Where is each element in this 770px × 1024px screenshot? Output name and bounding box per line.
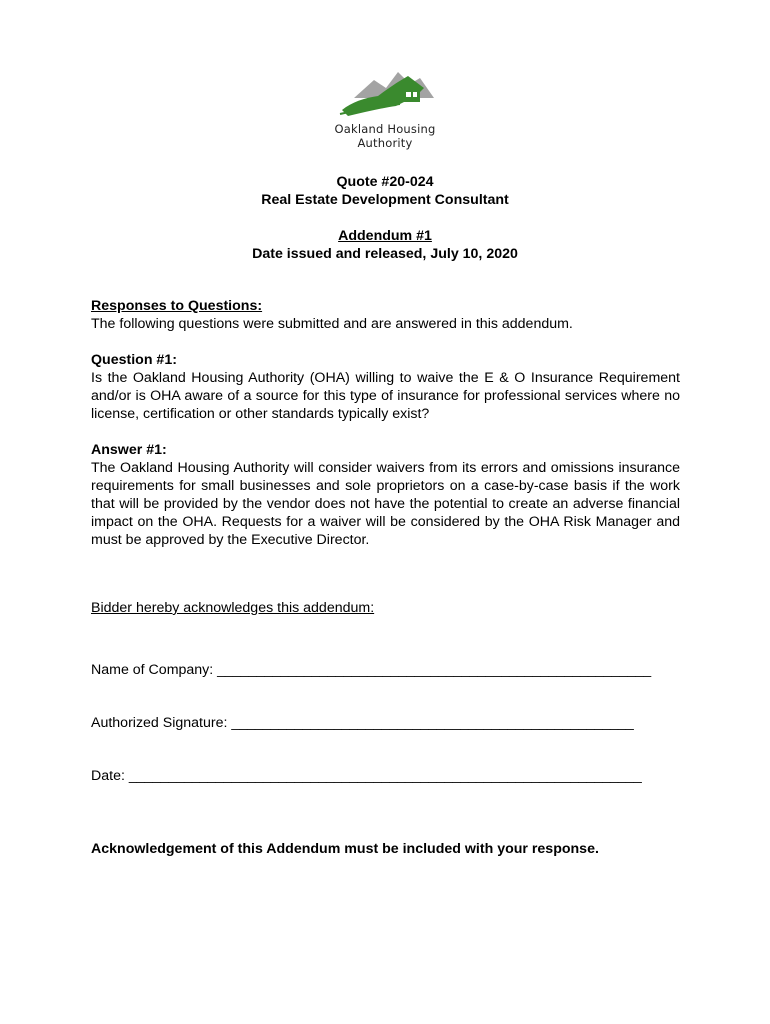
acknowledge-statement-wrap: [91, 599, 374, 617]
responses-section: [91, 297, 680, 333]
responses-intro: The following questions were submitted and are answered in this addendum.: [91, 316, 573, 332]
quote-number: Quote #20-024: [336, 174, 434, 190]
company-name-field[interactable]: Name of Company: _______________________________________________________: [91, 662, 652, 678]
logo-text-line2: Authority: [357, 136, 413, 150]
oha-logo: [326, 68, 444, 156]
issue-date: Date issued and released, July 10, 2020: [252, 246, 518, 262]
answer-1-label: Answer #1:: [91, 442, 167, 458]
date-field[interactable]: Date: _________________________________________________________________: [91, 768, 642, 784]
acknowledgement-notice: Acknowledgement of this Addendum must be included with your response.: [91, 841, 599, 857]
answer-1-text: The Oakland Housing Authority will consider waivers from its errors and omissions insurance requirements for small businesses and sole proprietors on a case-by-case basis if the work that will be provided by the vendor does not have the potential to create an adverse financial impact on the OHA. Requests for a waiver will be considered by the OHA Risk Manager and must be approved by the Executive Director.: [91, 460, 680, 548]
responses-heading: Responses to Questions:: [91, 298, 263, 314]
question-1-text: Is the Oakland Housing Authority (OHA) willing to waive the E & O Insurance Requirement and/or is OHA aware of a source for this type of insurance for professional services where no license, certification or other standards typically exist?: [91, 370, 680, 422]
question-1-label: Question #1:: [91, 352, 177, 368]
addendum-title-wrap: [0, 226, 770, 246]
logo-text-line1: Oakland Housing: [334, 122, 436, 136]
project-title: Real Estate Development Consultant: [261, 192, 509, 208]
house-mountain-logo-icon: [334, 68, 438, 122]
acknowledge-statement: Bidder hereby acknowledges this addendum:: [91, 600, 375, 616]
addendum-title: Addendum #1: [338, 228, 432, 244]
question-1-section: [91, 351, 680, 423]
answer-1-section: [91, 441, 680, 549]
authorized-signature-field[interactable]: Authorized Signature: ___________________________________________________: [91, 715, 634, 731]
